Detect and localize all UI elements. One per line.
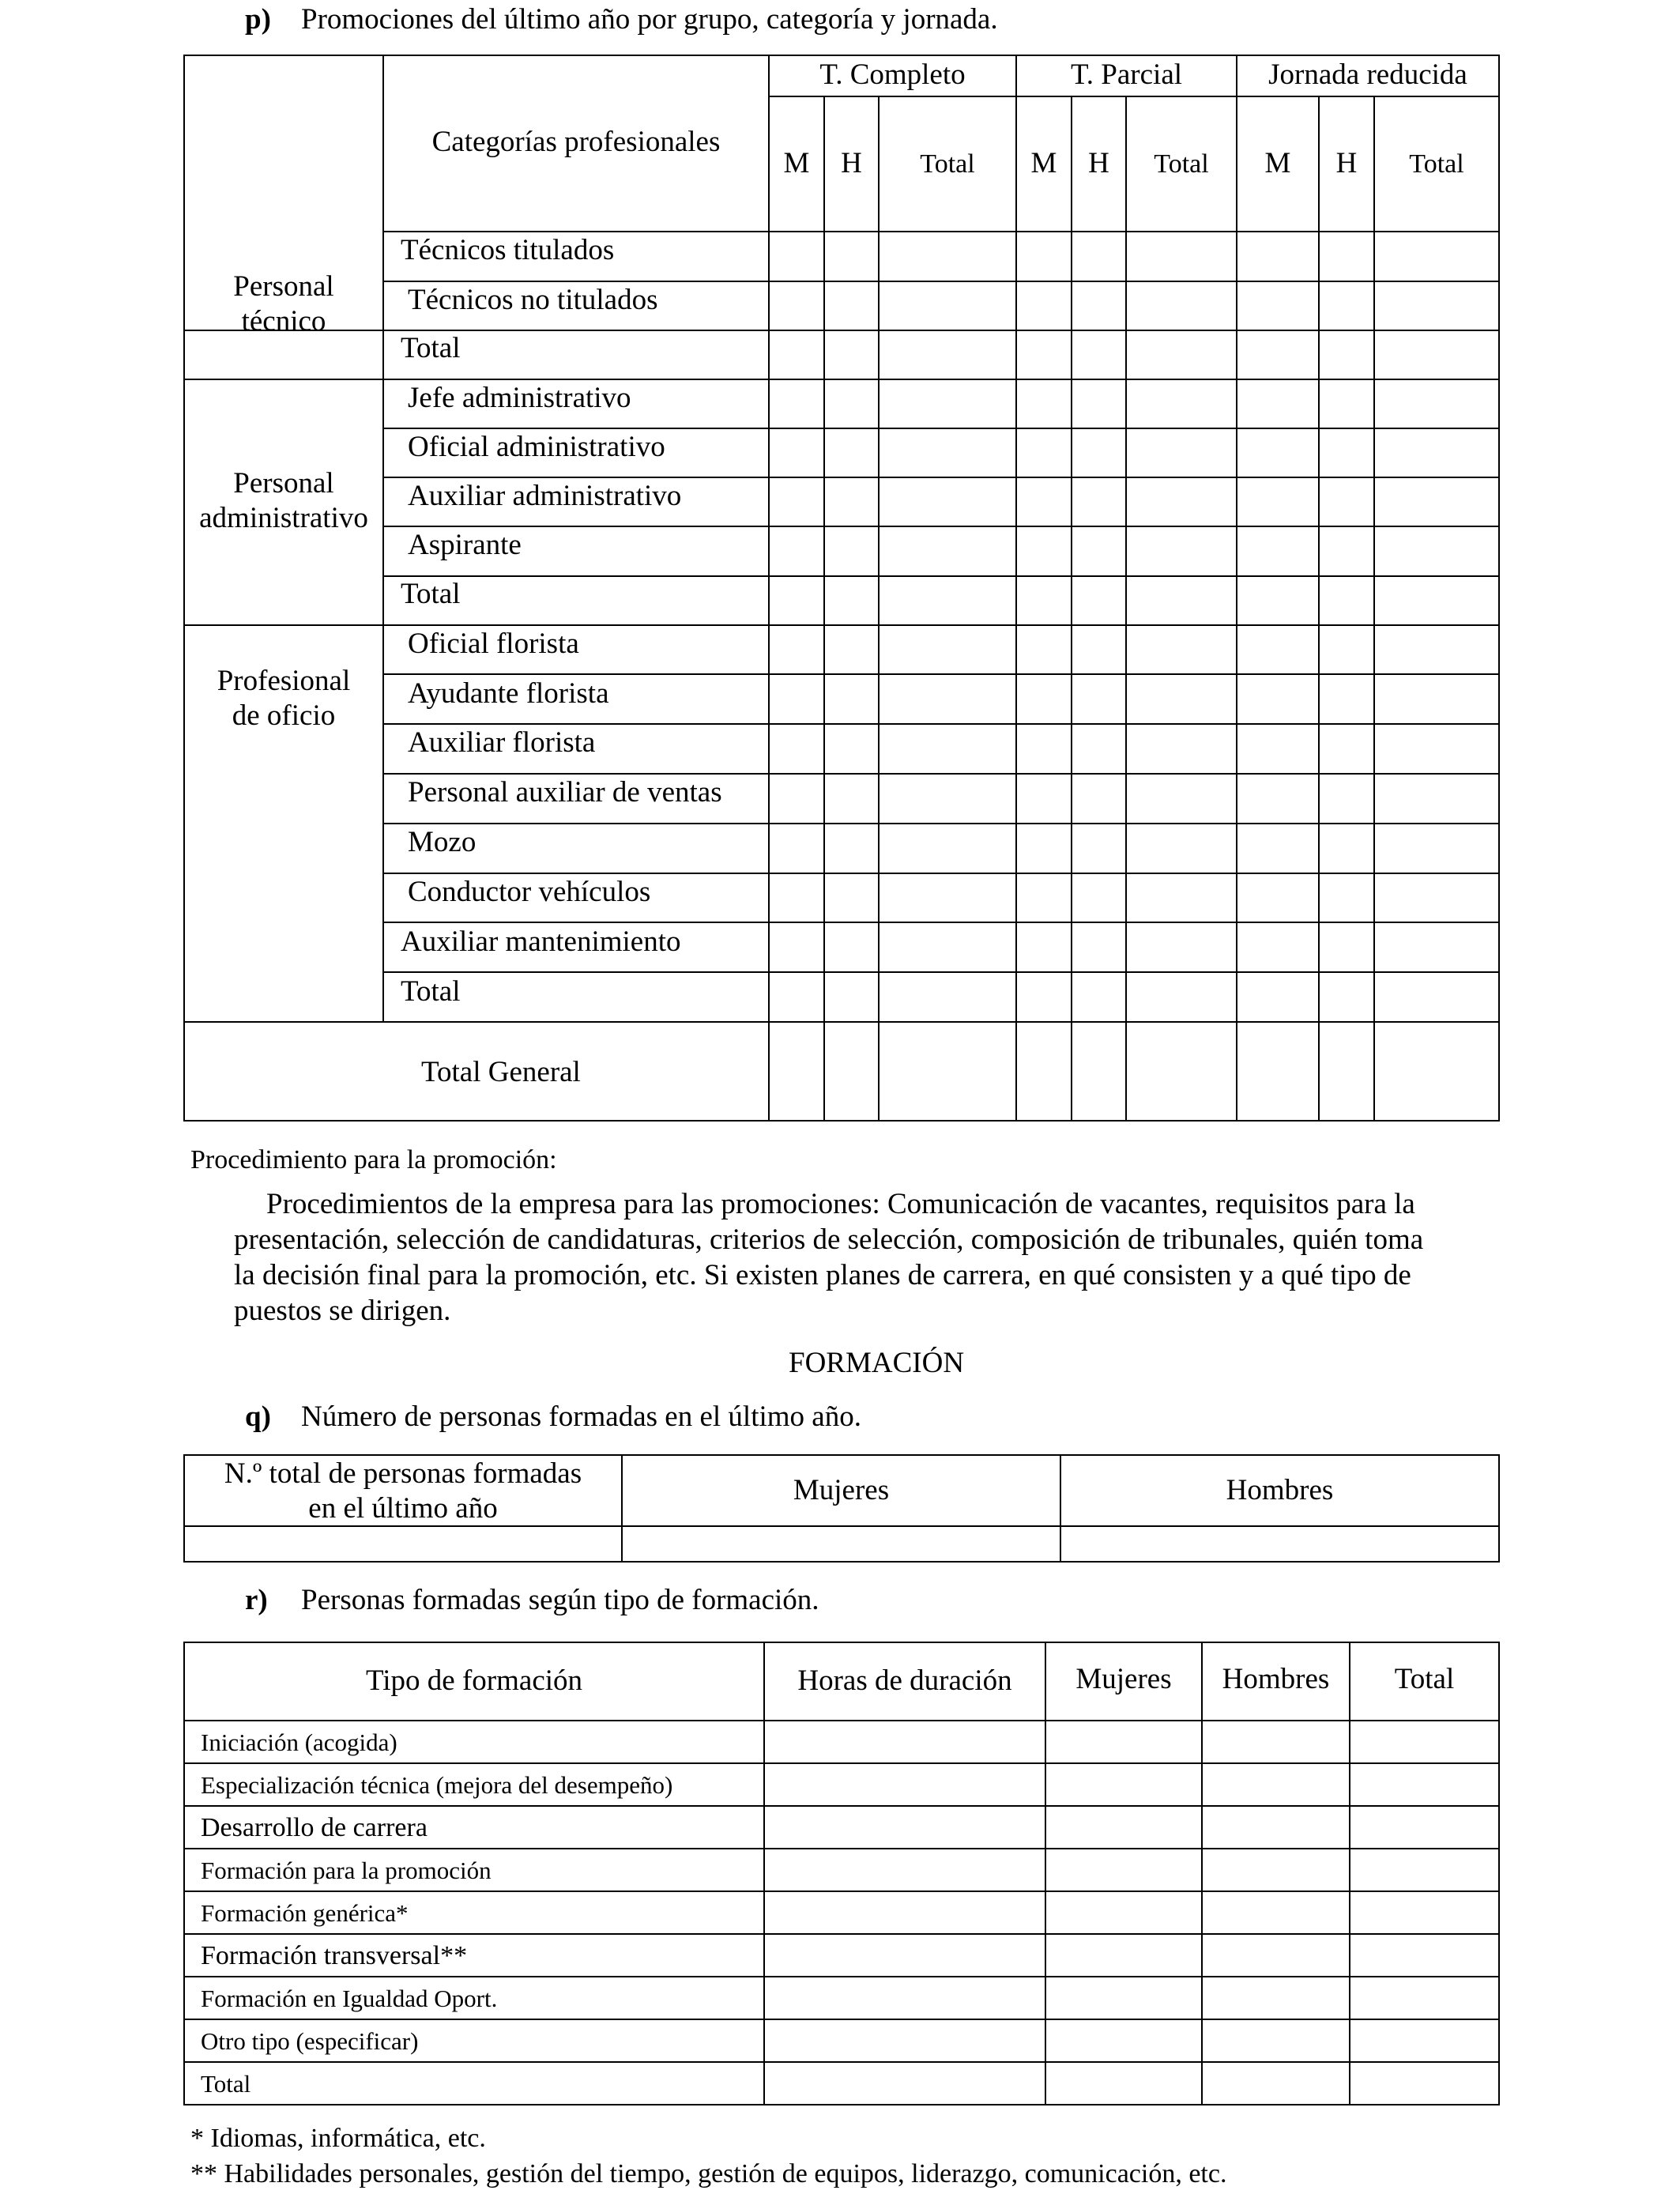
row-label: Auxiliar florista [408,726,596,759]
group-label-admin-2: administrativo [199,502,368,534]
formacion-title: FORMACIÓN [789,1347,965,1379]
row-label: Oficial florista [408,628,579,660]
row-label: Mozo [408,826,477,858]
row-label: Aspirante [408,529,522,561]
r-row-label: Total [201,2070,251,2098]
header-h: H [841,147,862,179]
row-label: Total [401,578,461,610]
r-header-tipo: Tipo de formación [365,1664,583,1697]
row-label: Técnicos no titulados [408,284,658,316]
header-h: H [1088,147,1109,179]
header-total: Total [920,149,975,179]
total-general-label: Total General [421,1056,581,1088]
procedimiento-line: la decisión final para la promoción, etc. Si existen planes de carrera, en qué consisten y a qué tipo de [234,1259,1411,1291]
header-h: H [1335,147,1358,179]
footnote: * Idiomas, informática, etc. [190,2124,486,2153]
q-col1-line2: en el último año [308,1492,498,1525]
q-col1-line1: N.º total de personas formadas [224,1457,582,1490]
footnote: ** Habilidades personales, gestión del tiempo, gestión de equipos, liderazgo, comunicación, etc. [190,2159,1227,2188]
header-t-parcial: T. Parcial [1070,58,1183,91]
row-label: Total [401,975,461,1008]
procedimiento-line: puestos se dirigen. [234,1295,451,1327]
group-label-oficio-1: Profesional [217,665,351,697]
section-r-title: Personas formadas según tipo de formación. [301,1584,819,1616]
header-total: Total [1409,149,1464,179]
header-jornada-reducida: Jornada reducida [1268,58,1467,91]
header-total: Total [1154,149,1209,179]
section-r-letter: r) [245,1584,268,1616]
header-m: M [1264,147,1291,179]
procedimiento-line: presentación, selección de candidaturas, criterios de selección, composición de tribunales, quién toma [234,1223,1424,1256]
section-p-title: Promociones del último año por grupo, categoría y jornada. [301,3,998,36]
q-hombres: Hombres [1226,1474,1334,1506]
row-label: Oficial administrativo [408,431,665,463]
row-label: Total [401,332,461,364]
row-label: Personal auxiliar de ventas [408,776,722,809]
r-row-label: Iniciación (acogida) [201,1728,397,1756]
row-label: Técnicos titulados [401,234,615,266]
r-row-label: Desarrollo de carrera [201,1813,428,1842]
r-header-total: Total [1394,1663,1455,1695]
row-label: Auxiliar mantenimiento [401,925,681,958]
r-row-label: Otro tipo (especificar) [201,2027,419,2055]
header-m: M [783,147,810,179]
row-label: Auxiliar administrativo [408,480,682,512]
q-mujeres: Mujeres [793,1474,890,1506]
section-q-letter: q) [245,1400,271,1433]
r-header-hombres: Hombres [1222,1663,1330,1695]
group-label-tecnico-2: técnico [241,305,326,337]
row-label: Ayudante florista [408,677,609,710]
header-t-completo: T. Completo [819,58,966,91]
r-row-label: Formación transversal** [201,1941,468,1970]
section-q-title: Número de personas formadas en el último año. [301,1400,861,1433]
procedimiento-line: Procedimientos de la empresa para las promociones: Comunicación de vacantes, requisitos para la [266,1188,1415,1220]
procedimiento-heading: Procedimiento para la promoción: [190,1145,557,1174]
section-p-letter: p) [245,3,271,36]
r-row-label: Formación para la promoción [201,1857,492,1884]
row-label: Jefe administrativo [408,382,631,414]
group-label-tecnico-1: Personal [233,270,334,303]
r-header-horas: Horas de duración [797,1664,1012,1697]
header-m: M [1030,147,1057,179]
group-label-oficio-2: de oficio [232,699,336,732]
row-label: Conductor vehículos [408,876,651,908]
r-row-label: Formación genérica* [201,1899,409,1927]
header-categorias: Categorías profesionales [431,126,721,158]
group-label-admin-1: Personal [233,467,334,499]
r-row-label: Especialización técnica (mejora del desempeño) [201,1771,673,1799]
r-row-label: Formación en Igualdad Oport. [201,1985,498,2012]
r-header-mujeres: Mujeres [1075,1663,1172,1695]
